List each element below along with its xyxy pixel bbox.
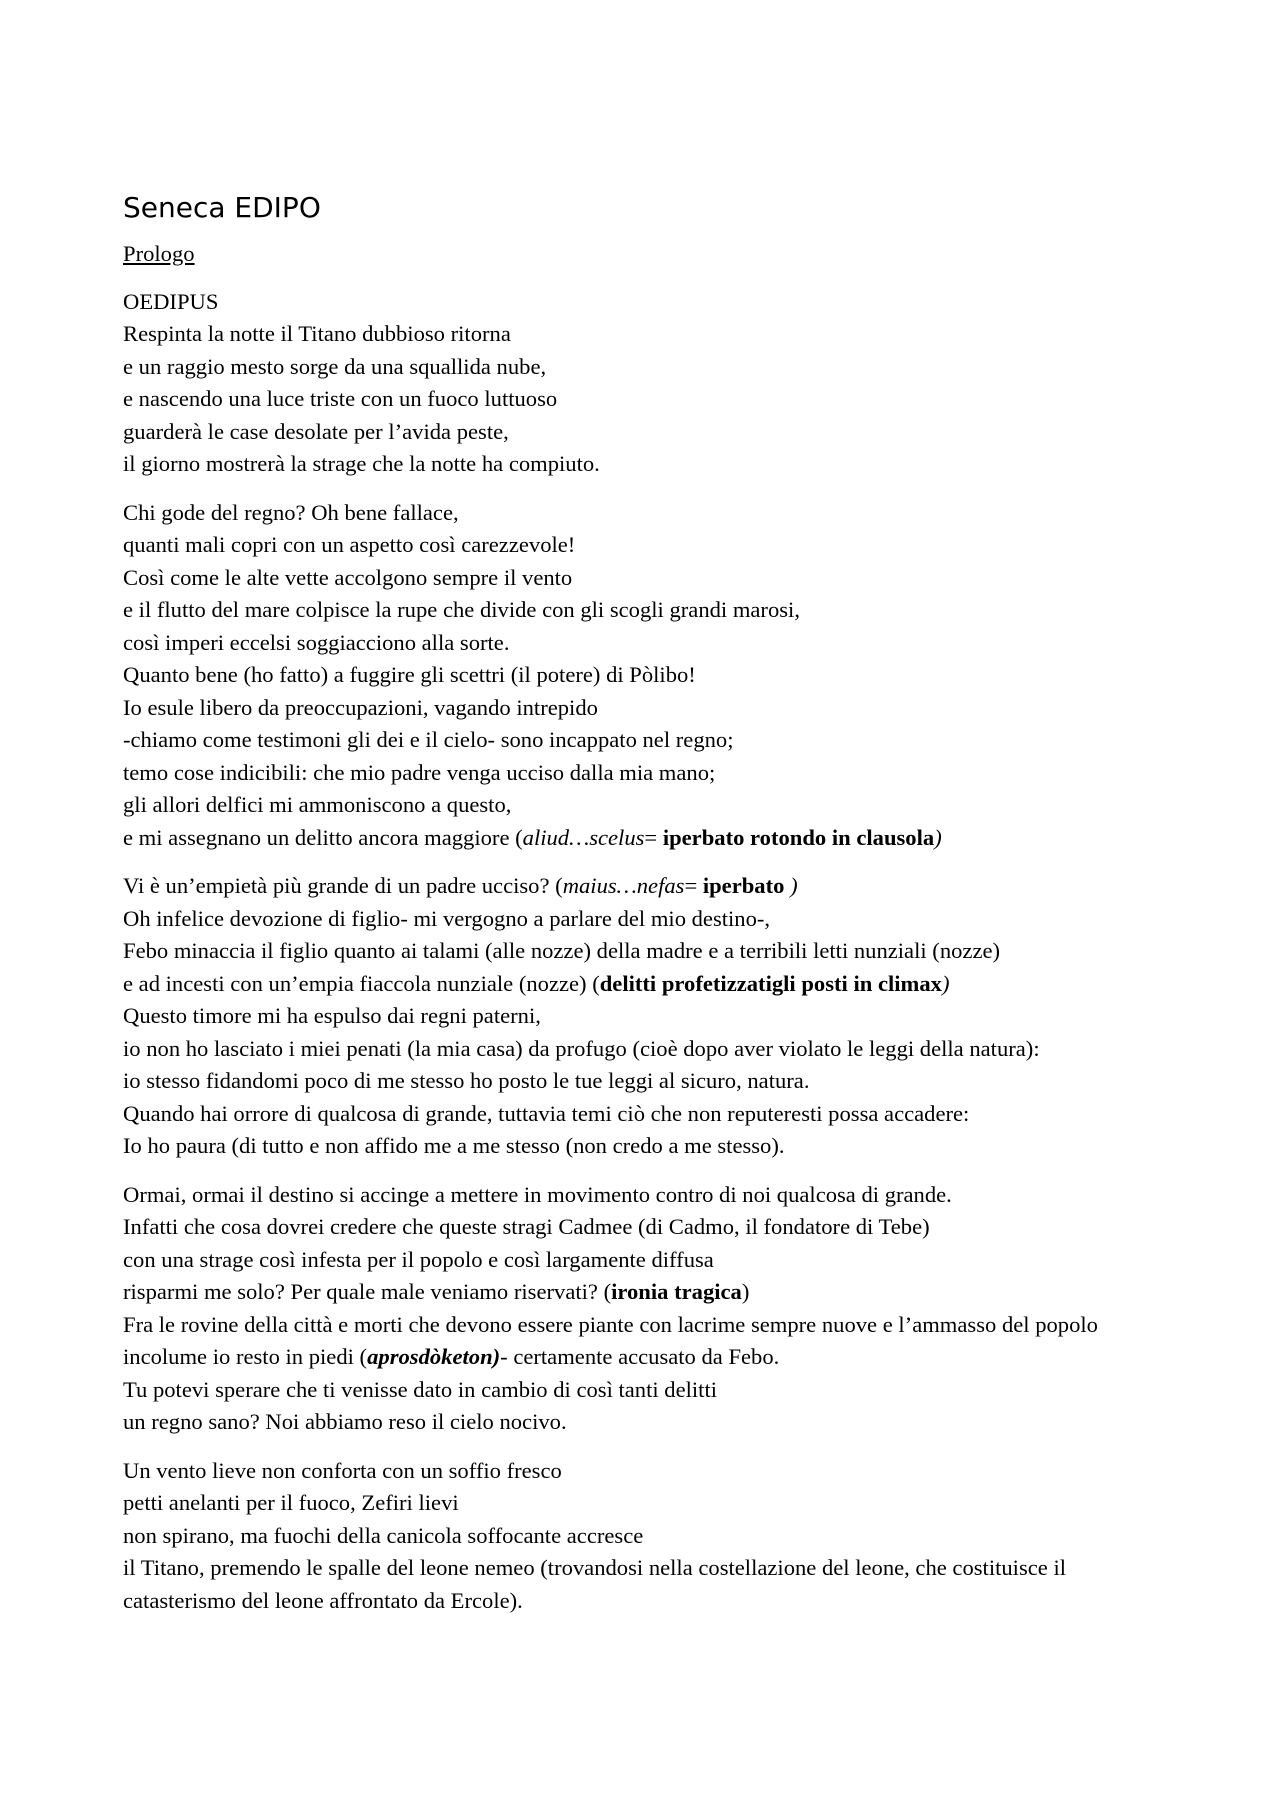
text-line [123, 1130, 1183, 1163]
document-page [123, 190, 1183, 1633]
text-line [123, 1520, 1183, 1553]
text-segment: Oh infelice devozione di figlio- mi vergogno a parlare del mio destino-, [123, 905, 771, 931]
text-segment: ) [741, 1279, 750, 1304]
text-segment: gli allori delfici mi ammoniscono a questo, [123, 792, 512, 817]
text-line [123, 383, 1183, 416]
text-line [123, 1309, 1183, 1342]
text-segment: Febo minaccia il figlio quanto ai talami (alle nozze) della madre e a terribili letti nunziali (nozze) [123, 938, 1001, 963]
text-line [123, 757, 1183, 790]
text-segment: Un vento lieve non conforta con un soffio fresco [123, 1457, 562, 1483]
text-line [123, 497, 1183, 530]
text-segment: maius…nefas [562, 873, 685, 898]
stanza [123, 1455, 1183, 1618]
text-segment: il Titano, premendo le spalle del leone nemeo (trovandosi nella costellazione del leone, che costituisce il catasterismo del leone affrontato da Ercole). [123, 1555, 1067, 1613]
text-segment: Vi è un’empietà più grande di un padre ucciso? ( [123, 873, 563, 898]
text-segment: iperbato [702, 873, 785, 898]
text-segment: Infatti che cosa dovrei credere che queste stragi Cadmee (di Cadmo, il fondatore di Tebe) [123, 1214, 930, 1239]
text-line [123, 1406, 1183, 1439]
text-segment: -chiamo come testimoni gli dei e il cielo- sono incappato nel regno; [123, 727, 734, 752]
text-line [123, 351, 1183, 384]
text-segment: incolume io resto in piedi ( [123, 1344, 368, 1369]
text-segment: con una strage così infesta per il popolo e così largamente diffusa [123, 1246, 714, 1272]
document-body [123, 286, 1183, 1618]
text-segment: ironia tragica [611, 1279, 742, 1304]
text-segment: aliud…scelus [522, 824, 645, 850]
text-segment: aprosdòketon) [367, 1344, 501, 1369]
text-line [123, 318, 1183, 351]
text-line [123, 1487, 1183, 1520]
text-segment: io non ho lasciato i miei penati (la mia casa) da profugo (cioè dopo aver violato le leggi della natura): [123, 1035, 1040, 1061]
text-segment: = [644, 824, 663, 850]
text-line [123, 529, 1183, 562]
text-segment: = [684, 873, 703, 898]
text-segment: ) [941, 970, 950, 996]
stanza [123, 286, 1183, 481]
stanza [123, 870, 1183, 1163]
text-segment: Respinta la notte il Titano dubbioso ritorna [123, 321, 511, 346]
text-segment: - certamente accusato da Febo. [500, 1344, 780, 1369]
text-segment: Così come le alte vette accolgono sempre il vento [123, 564, 573, 590]
text-line [123, 789, 1183, 822]
text-segment: Ormai, ormai il destino si accinge a mettere in movimento contro di noi qualcosa di grande. [123, 1181, 952, 1207]
document-title: Seneca EDIPO [123, 191, 321, 224]
text-segment: Io esule libero da preoccupazioni, vagando intrepido [123, 694, 598, 720]
text-line [123, 594, 1183, 627]
text-line [123, 935, 1183, 968]
emphasis [367, 1344, 500, 1369]
text-line [123, 562, 1183, 595]
text-line [123, 1033, 1183, 1066]
stanza [123, 1179, 1183, 1439]
stanza [123, 497, 1183, 855]
text-segment: risparmi me solo? Per quale male veniamo riservati? ( [123, 1279, 612, 1304]
text-line [123, 627, 1183, 660]
text-line [123, 1341, 1183, 1374]
text-line [123, 1098, 1183, 1131]
text-segment: Fra le rovine della città e morti che devono essere piante con lacrime sempre nuove e l’ammasso del popolo [123, 1311, 1098, 1337]
text-line [123, 1552, 1183, 1617]
text-segment: iperbato rotondo in clausola [662, 824, 935, 850]
text-segment: e ad incesti con un’empia fiaccola nunziale (nozze) ( [123, 970, 600, 996]
text-segment: e nascendo una luce triste con un fuoco luttuoso [123, 386, 558, 411]
text-line [123, 724, 1183, 757]
text-segment: Io ho paura (di tutto e non affido me a me stesso (non credo a me stesso). [123, 1133, 785, 1158]
text-segment: guarderà le case desolate per l’avida peste, [123, 418, 509, 444]
text-line [123, 659, 1183, 692]
text-line [123, 692, 1183, 725]
text-segment: il giorno mostrerà la strage che la notte ha compiuto. [123, 451, 600, 476]
text-line [123, 416, 1183, 449]
text-line [123, 870, 1183, 903]
text-segment: e mi assegnano un delitto ancora maggiore ( [123, 824, 523, 850]
text-segment: Quando hai orrore di qualcosa di grande, tuttavia temi ciò che non reputeresti possa accadere: [123, 1100, 970, 1126]
text-line [123, 1065, 1183, 1098]
text-line [123, 1211, 1183, 1244]
text-segment: e un raggio mesto sorge da una squallida nube, [123, 353, 547, 379]
text-segment: petti anelanti per il fuoco, Zefiri lievi [123, 1490, 459, 1515]
text-segment: temo cose indicibili: che mio padre venga ucciso dalla mia mano; [123, 759, 716, 785]
text-segment: così imperi eccelsi soggiacciono alla sorte. [123, 629, 510, 655]
text-line [123, 822, 1183, 855]
text-line [123, 1374, 1183, 1407]
text-line [123, 968, 1183, 1001]
text-segment: ) [784, 873, 798, 898]
text-segment: io stesso fidandomi poco di me stesso ho posto le tue leggi al sicuro, natura. [123, 1068, 810, 1093]
text-segment: un regno sano? Noi abbiamo reso il cielo nocivo. [123, 1409, 567, 1434]
text-line [123, 448, 1183, 481]
text-line [123, 903, 1183, 936]
text-line [123, 1455, 1183, 1488]
section-heading: Prologo [123, 241, 195, 266]
text-line [123, 1179, 1183, 1212]
text-segment: non spirano, ma fuochi della canicola soffocante accresce [123, 1522, 644, 1548]
text-segment: OEDIPUS [123, 288, 219, 314]
text-segment: Tu potevi sperare che ti venisse dato in cambio di così tanti delitti [123, 1376, 718, 1402]
text-segment: Quanto bene (ho fatto) a fuggire gli scettri (il potere) di Pòlibo! [123, 662, 696, 687]
text-segment: Questo timore mi ha espulso dai regni paterni, [123, 1003, 541, 1028]
text-line [123, 286, 1183, 319]
text-segment: delitti profetizzatigli posti in climax [599, 970, 942, 996]
text-segment: e il flutto del mare colpisce la rupe che divide con gli scogli grandi marosi, [123, 597, 800, 622]
text-segment: Chi gode del regno? Oh bene fallace, [123, 499, 459, 525]
text-line [123, 1000, 1183, 1033]
text-segment: quanti mali copri con un aspetto così carezzevole! [123, 532, 576, 557]
text-segment: ) [934, 824, 942, 850]
text-line [123, 1276, 1183, 1309]
text-line [123, 1244, 1183, 1277]
